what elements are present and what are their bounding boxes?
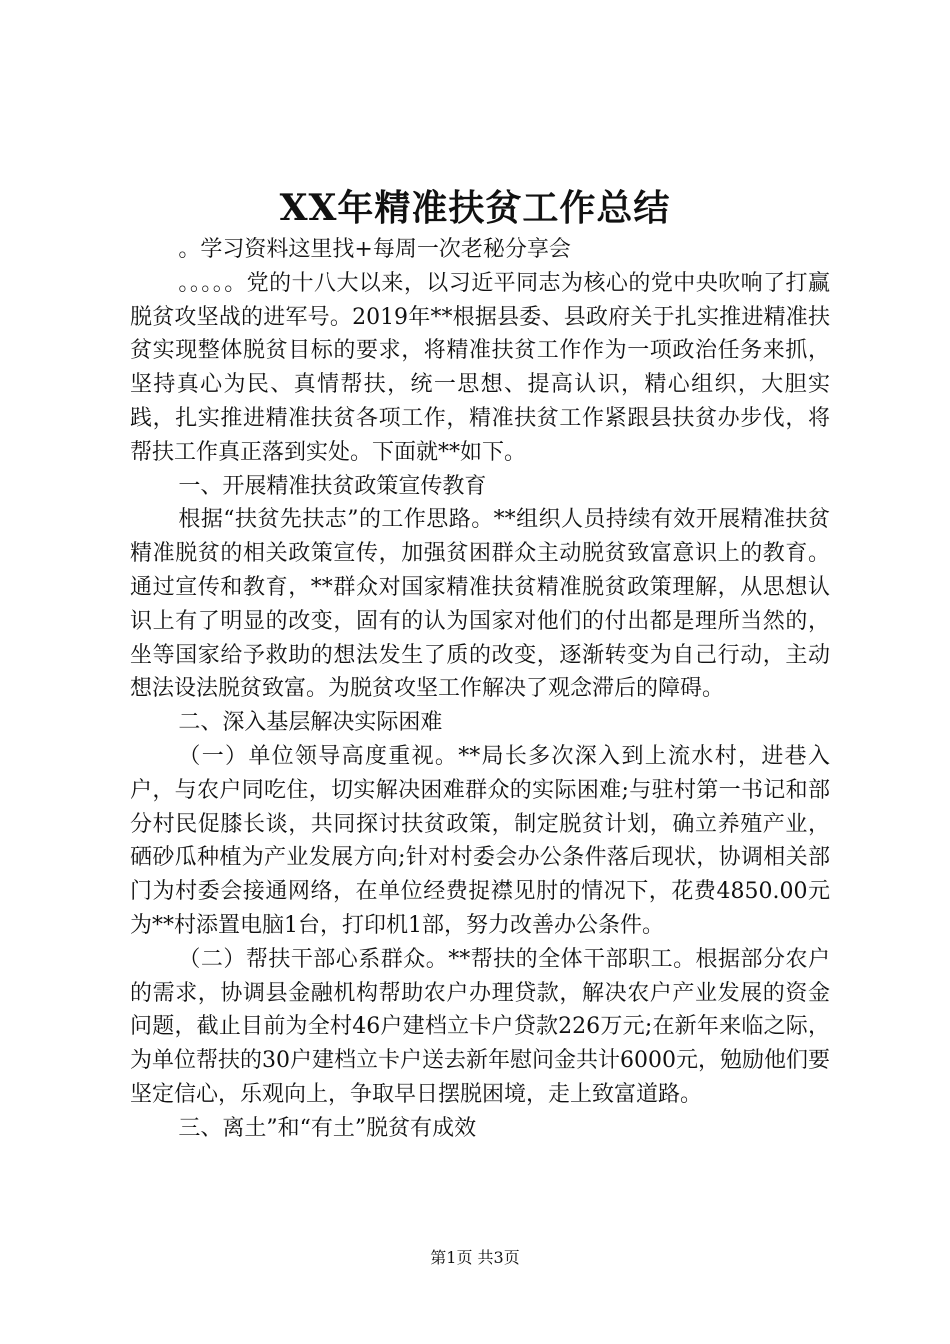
- section-heading-3: 三、离土”和“有土”脱贫有成效: [178, 1115, 477, 1141]
- section-1-paragraph: 根据“扶贫先扶志”的工作思路。**组织人员持续有效开展精准扶贫精准脱贫的相关政策宣传，加强贫困群众主动脱贫致富意识上的教育。通过宣传和教育，**群众对国家精准扶贫精准脱贫政策理解，从思想认识上有了明显的改变，固有的认为国家对他们的付出都是理所当然的，坐等国家给予救助的想法发生了质的改变，逐渐转变为自己行动，主动想法设法脱贫致富。为脱贫攻坚工作解决了观念滞后的障碍。: [130, 507, 830, 702]
- document-title: XX年精准扶贫工作总结: [279, 187, 671, 229]
- opening-paragraph: 。。。。。党的十八大以来，以习近平同志为核心的党中央吹响了打赢脱贫攻坚战的进军号。2019年**根据县委、县政府关于扎实推进精准扶贫实现整体脱贫目标的要求，将精准扶贫工作作为一项政治任务来抓，坚持真心为民、真情帮扶，统一思想、提高认识，精心组织，大胆实践，扎实推进精准扶贫各项工作，精准扶贫工作紧跟县扶贫办步伐，将帮扶工作真正落到实处。下面就**如下。: [130, 270, 830, 465]
- intro-note: 。学习资料这里找+每周一次老秘分享会: [178, 237, 571, 262]
- section-2-item-1: （一）单位领导高度重视。**局长多次深入到上流水村，进巷入户，与农户同吃住，切实解决困难群众的实际困难;与驻村第一书记和部分村民促膝长谈，共同探讨扶贫政策，制定脱贫计划，确立养殖产业，硒砂瓜种植为产业发展方向;针对村委会办公条件落后现状，协调相关部门为村委会接通网络，在单位经费捉襟见肘的情况下，花费4850.00元为**村添置电脑1台，打印机1部，努力改善办公条件。: [130, 743, 830, 938]
- page-footer: 第1页 共3页: [430, 1248, 520, 1267]
- section-2-item-2: （二）帮扶干部心系群众。**帮扶的全体干部职工。根据部分农户的需求，协调县金融机构帮助农户办理贷款，解决农户产业发展的资金问题，截止目前为全村46户建档立卡户贷款226万元;在新年来临之际，为单位帮扶的30户建档立卡户送去新年慰问金共计6000元，勉励他们要坚定信心，乐观向上，争取早日摆脱困境，走上致富道路。: [130, 946, 830, 1107]
- document-body: [130, 233, 830, 1146]
- section-heading-2: 二、深入基层解决实际困难: [178, 710, 443, 736]
- section-heading-1: 一、开展精准扶贫政策宣传教育: [178, 473, 487, 499]
